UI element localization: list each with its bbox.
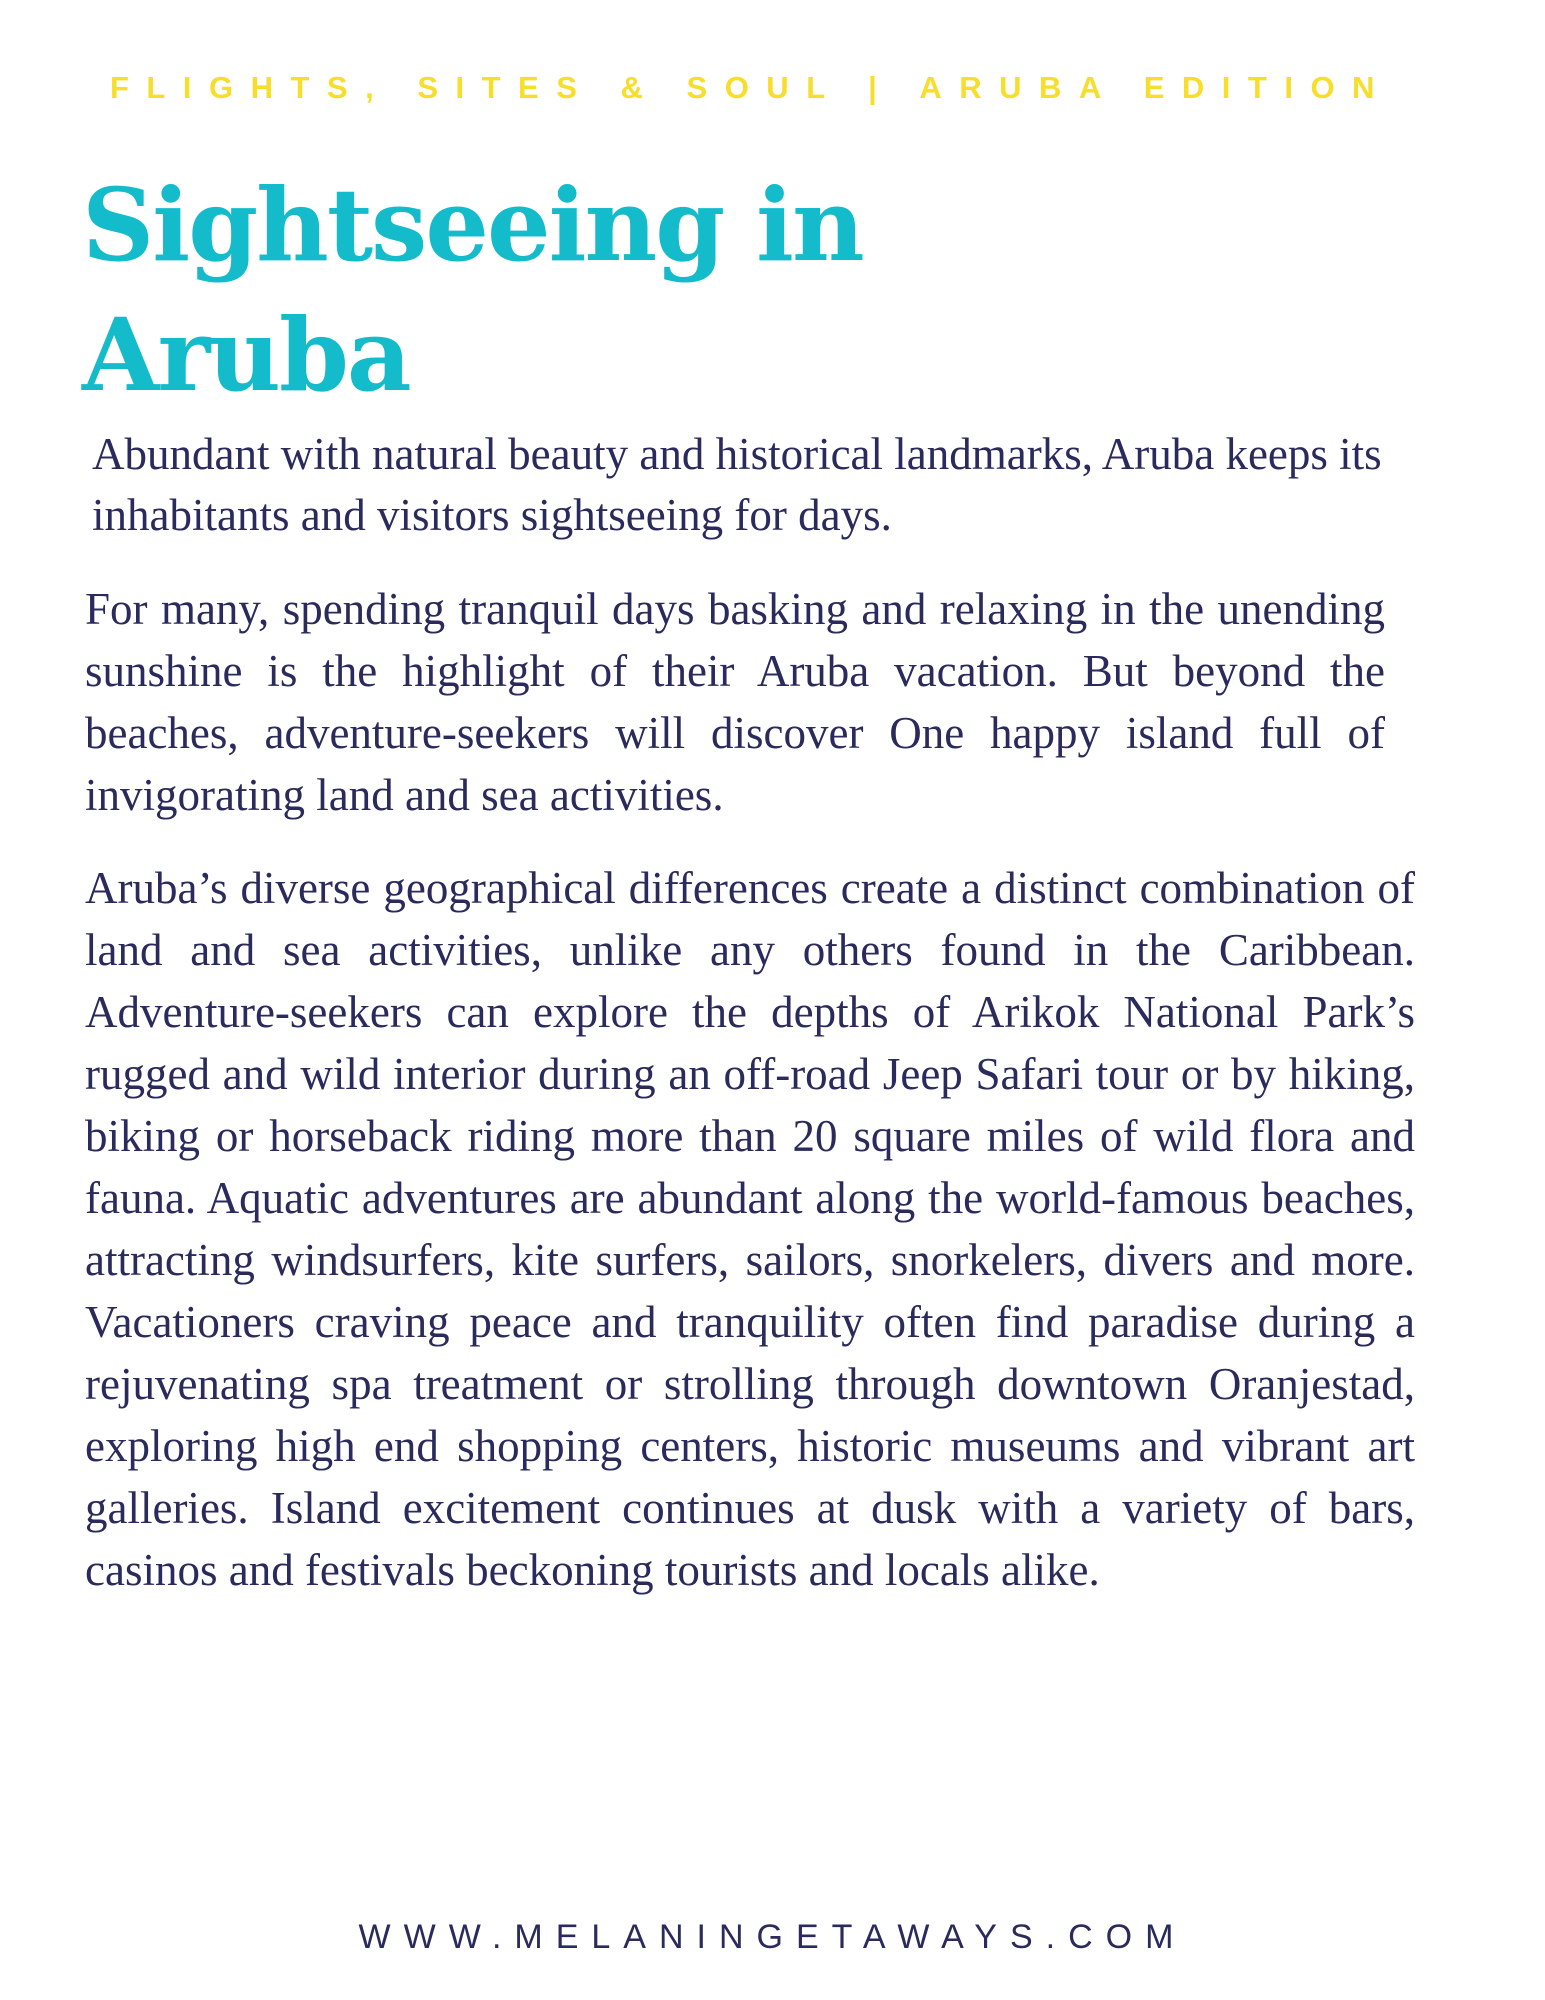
body-paragraph-2: Aruba’s diverse geographical differences create a distinct combination of land and sea activities, unlike any others found in the Caribbean. Adventure-seekers can explore the depths of Arikok National Park’s rugged and wild interior during an off-road Jeep Safari tour or by hiking, biking or horseback riding more than 20 square miles of wild flora and fauna. Aquatic adventures are abundant along the world-famous beaches, attracting windsurfers, kite surfers, sailors, snorkelers, divers and more. Vacationers craving peace and tranquility often find paradise during a rejuvenating spa treatment or strolling through downtown Oranjestad, exploring high end shopping centers, historic museums and vibrant art galleries. Island excitement continues at dusk with a variety of bars, casinos and festivals beckoning tourists and locals alike. — [85, 863, 1415, 1595]
body-paragraph-1: For many, spending tranquil days basking and relaxing in the unending sunshine is the highlight of their Aruba vacation. But beyond the beaches, adventure-seekers will discover One happy island full of invigorating land and sea activities. — [85, 584, 1385, 820]
series-kicker: FLIGHTS, SITES & SOUL | ARUBA EDITION — [110, 70, 1392, 105]
title-line-1: Sightseeing in — [82, 166, 863, 284]
page-title — [82, 160, 863, 420]
intro-paragraph: Abundant with natural beauty and historical landmarks, Aruba keeps its inhabitants and visitors sightseeing for days. — [92, 429, 1382, 540]
title-line-2: Aruba — [82, 296, 410, 414]
footer-website: WWW.MELANINGETAWAYS.COM — [358, 1918, 1187, 1956]
